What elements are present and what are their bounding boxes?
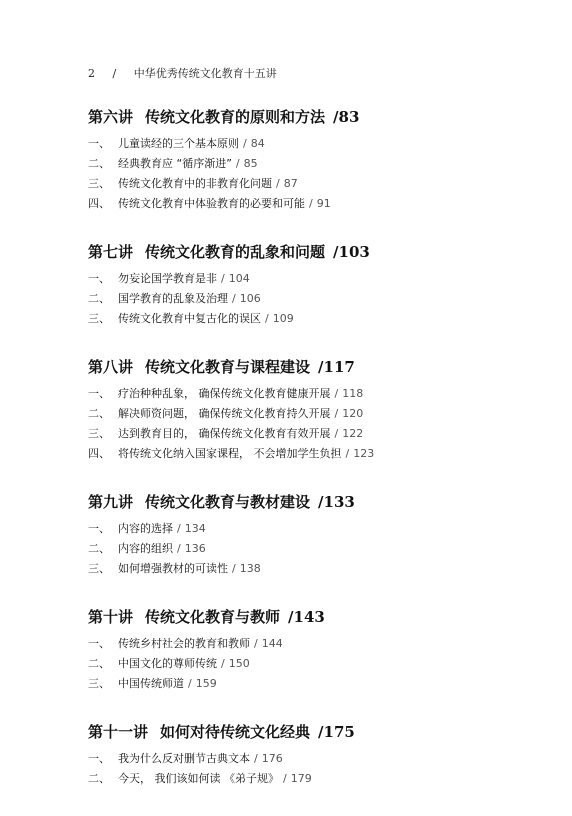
running-head-separator: / bbox=[112, 67, 117, 80]
entry-title: 内容的组织 bbox=[118, 542, 173, 555]
chapter-number: 第十一讲 bbox=[88, 723, 149, 741]
toc-entry[interactable] bbox=[88, 559, 528, 579]
page-number: 2 bbox=[88, 67, 95, 80]
chapter-number: 第九讲 bbox=[88, 493, 134, 511]
entry-page-number: 123 bbox=[353, 447, 375, 460]
entry-index: 一、 bbox=[88, 137, 110, 150]
entry-page-number: 144 bbox=[261, 637, 283, 650]
entry-page-number: 85 bbox=[243, 157, 258, 170]
chapter-page-separator: / bbox=[318, 493, 324, 511]
entry-title: 中国文化的尊师传统 bbox=[118, 657, 217, 670]
entry-index: 二、 bbox=[88, 772, 110, 785]
toc-entry[interactable] bbox=[88, 634, 528, 654]
chapter-section bbox=[88, 491, 528, 579]
entry-page-separator: / bbox=[232, 562, 236, 575]
entry-title: 传统文化教育中的非教育化问题 bbox=[118, 177, 272, 190]
entry-page-separator: / bbox=[334, 427, 339, 440]
entry-title: 内容的选择 bbox=[118, 522, 173, 535]
entry-title: 今天， 我们该如何读 《弟子规》 bbox=[118, 772, 279, 785]
entry-page-separator: / bbox=[235, 157, 240, 170]
chapter-page-number: 117 bbox=[323, 358, 355, 376]
chapter-page-number: 143 bbox=[293, 608, 325, 626]
entry-page-separator: / bbox=[243, 137, 247, 150]
chapter-number: 第十讲 bbox=[88, 608, 134, 626]
chapter-number: 第六讲 bbox=[88, 108, 134, 126]
entry-index: 四、 bbox=[88, 447, 110, 460]
entry-page-number: 120 bbox=[342, 407, 364, 420]
entry-page-number: 179 bbox=[290, 772, 312, 785]
entry-page-separator: / bbox=[283, 772, 287, 785]
toc-entry[interactable] bbox=[88, 444, 528, 464]
chapter-title: 传统文化教育与课程建设 bbox=[145, 358, 311, 376]
entry-index: 三、 bbox=[88, 677, 110, 690]
chapter-section bbox=[88, 356, 528, 464]
entry-index: 一、 bbox=[88, 637, 110, 650]
entry-page-number: 136 bbox=[184, 542, 206, 555]
chapter-page-separator: / bbox=[333, 243, 339, 261]
entry-page-separator: / bbox=[221, 272, 225, 285]
chapter-page-separator: / bbox=[333, 108, 339, 126]
toc-entry[interactable] bbox=[88, 174, 528, 194]
entry-page-separator: / bbox=[345, 447, 350, 460]
entry-index: 二、 bbox=[88, 292, 110, 305]
entry-index: 二、 bbox=[88, 157, 110, 170]
entry-index: 一、 bbox=[88, 272, 110, 285]
chapter-title: 传统文化教育与教师 bbox=[145, 608, 281, 626]
toc-entry[interactable] bbox=[88, 769, 528, 789]
entry-index: 二、 bbox=[88, 542, 110, 555]
toc-entry[interactable] bbox=[88, 404, 528, 424]
chapter-heading[interactable] bbox=[88, 106, 528, 128]
chapter-heading[interactable] bbox=[88, 606, 528, 628]
entry-page-number: 106 bbox=[239, 292, 261, 305]
chapter-page-separator: / bbox=[318, 723, 324, 741]
entry-title: 解决师资问题， 确保传统文化教育持久开展 bbox=[118, 407, 331, 420]
entry-page-separator: / bbox=[232, 292, 236, 305]
chapter-title: 如何对待传统文化经典 bbox=[160, 723, 311, 741]
entry-title: 儿童读经的三个基本原则 bbox=[118, 137, 239, 150]
entry-title: 疗治种种乱象， 确保传统文化教育健康开展 bbox=[118, 387, 331, 400]
chapter-page-number: 83 bbox=[338, 108, 360, 126]
chapter-heading[interactable] bbox=[88, 241, 528, 263]
entry-page-number: 118 bbox=[342, 387, 364, 400]
entry-title: 传统文化教育中复古化的误区 bbox=[118, 312, 261, 325]
entry-index: 一、 bbox=[88, 522, 110, 535]
chapter-title: 传统文化教育的乱象和问题 bbox=[145, 243, 326, 261]
entry-title: 中国传统师道 bbox=[118, 677, 184, 690]
entry-page-number: 134 bbox=[184, 522, 206, 535]
toc-entry[interactable] bbox=[88, 654, 528, 674]
toc-page bbox=[88, 64, 528, 816]
entry-page-separator: / bbox=[254, 752, 258, 765]
toc-entry[interactable] bbox=[88, 194, 528, 214]
toc-entry[interactable] bbox=[88, 384, 528, 404]
chapter-title: 传统文化教育的原则和方法 bbox=[145, 108, 326, 126]
entry-page-number: 138 bbox=[239, 562, 261, 575]
entry-page-separator: / bbox=[334, 387, 339, 400]
entry-index: 二、 bbox=[88, 407, 110, 420]
entry-title: 达到教育目的， 确保传统文化教育有效开展 bbox=[118, 427, 331, 440]
entry-index: 四、 bbox=[88, 197, 110, 210]
chapter-section bbox=[88, 606, 528, 694]
entry-page-number: 87 bbox=[283, 177, 298, 190]
toc-entry[interactable] bbox=[88, 309, 528, 329]
entry-title: 将传统文化纳入国家课程， 不会增加学生负担 bbox=[118, 447, 342, 460]
entry-title: 传统乡村社会的教育和教师 bbox=[118, 637, 250, 650]
entry-index: 三、 bbox=[88, 177, 110, 190]
entry-page-separator: / bbox=[309, 197, 313, 210]
chapter-page-number: 103 bbox=[338, 243, 370, 261]
chapter-section bbox=[88, 721, 528, 789]
toc-entry[interactable] bbox=[88, 519, 528, 539]
toc-entry[interactable] bbox=[88, 154, 528, 174]
toc-entry[interactable] bbox=[88, 269, 528, 289]
running-head bbox=[88, 64, 528, 84]
entry-title: 勿妄论国学教育是非 bbox=[118, 272, 217, 285]
entry-page-separator: / bbox=[177, 542, 181, 555]
toc-entry[interactable] bbox=[88, 424, 528, 444]
chapter-heading[interactable] bbox=[88, 721, 528, 743]
entry-page-separator: / bbox=[334, 407, 339, 420]
entry-page-separator: / bbox=[276, 177, 280, 190]
entry-index: 三、 bbox=[88, 427, 110, 440]
chapter-heading[interactable] bbox=[88, 356, 528, 378]
entry-page-number: 176 bbox=[261, 752, 283, 765]
entry-page-separator: / bbox=[265, 312, 269, 325]
entry-title: 国学教育的乱象及治理 bbox=[118, 292, 228, 305]
entry-index: 一、 bbox=[88, 387, 110, 400]
toc-entry[interactable] bbox=[88, 749, 528, 769]
toc-entry[interactable] bbox=[88, 539, 528, 559]
entry-page-separator: / bbox=[177, 522, 181, 535]
entry-index: 二、 bbox=[88, 657, 110, 670]
chapter-section bbox=[88, 106, 528, 214]
entry-page-number: 122 bbox=[342, 427, 364, 440]
chapter-number: 第七讲 bbox=[88, 243, 134, 261]
entry-title: 我为什么反对删节古典文本 bbox=[118, 752, 250, 765]
entry-page-number: 84 bbox=[250, 137, 265, 150]
toc-entry[interactable] bbox=[88, 289, 528, 309]
toc-entry[interactable] bbox=[88, 674, 528, 694]
table-of-contents bbox=[88, 106, 528, 789]
chapter-number: 第八讲 bbox=[88, 358, 134, 376]
entry-page-separator: / bbox=[221, 657, 225, 670]
entry-page-number: 109 bbox=[272, 312, 294, 325]
entry-page-number: 159 bbox=[195, 677, 217, 690]
entry-title: 如何增强教材的可读性 bbox=[118, 562, 228, 575]
chapter-heading[interactable] bbox=[88, 491, 528, 513]
chapter-page-number: 175 bbox=[323, 723, 355, 741]
entry-title: 传统文化教育中体验教育的必要和可能 bbox=[118, 197, 305, 210]
entry-page-number: 91 bbox=[316, 197, 331, 210]
entry-index: 一、 bbox=[88, 752, 110, 765]
chapter-page-separator: / bbox=[288, 608, 294, 626]
entry-index: 三、 bbox=[88, 312, 110, 325]
entry-page-number: 104 bbox=[228, 272, 250, 285]
entry-page-separator: / bbox=[188, 677, 192, 690]
chapter-section bbox=[88, 241, 528, 329]
chapter-page-separator: / bbox=[318, 358, 324, 376]
toc-entry[interactable] bbox=[88, 134, 528, 154]
chapter-page-number: 133 bbox=[323, 493, 355, 511]
book-title: 中华优秀传统文化教育十五讲 bbox=[133, 67, 277, 80]
entry-page-number: 150 bbox=[228, 657, 250, 670]
entry-page-separator: / bbox=[254, 637, 258, 650]
entry-index: 三、 bbox=[88, 562, 110, 575]
chapter-title: 传统文化教育与教材建设 bbox=[145, 493, 311, 511]
entry-title: 经典教育应 “循序渐进” bbox=[118, 157, 232, 170]
